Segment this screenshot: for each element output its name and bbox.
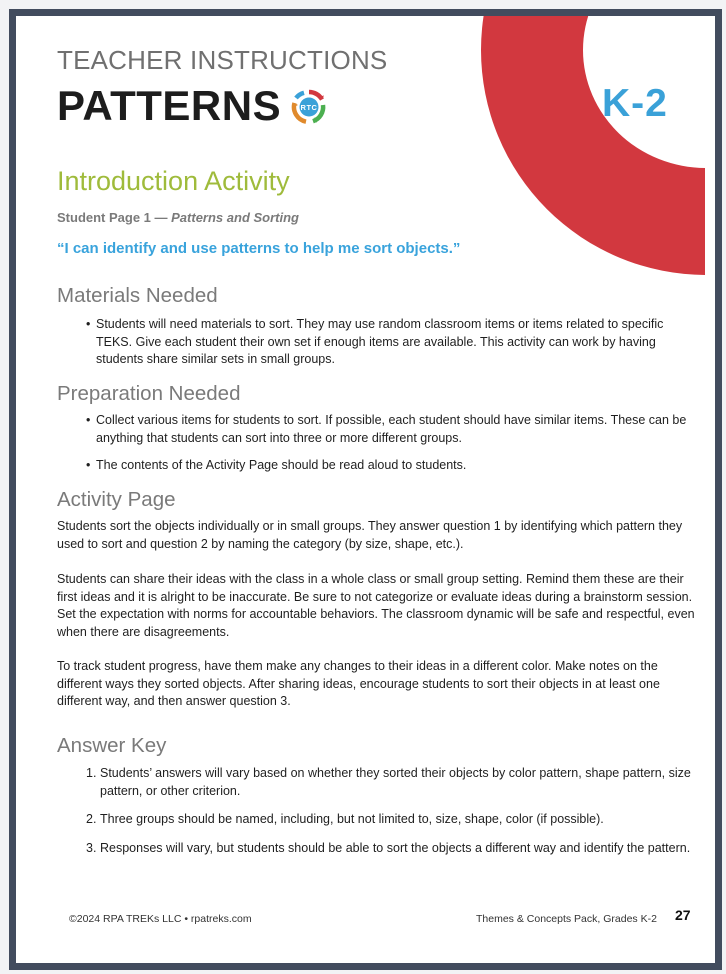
grade-level-label: K-2 bbox=[602, 82, 668, 125]
activity-paragraph: Students sort the objects individually or in small groups. They answer question 1 by identifying which pattern they used to sort and question 2 by naming the category (by size, shape, etc.). bbox=[57, 519, 683, 551]
learning-goal-quote: “I can identify and use patterns to help me sort objects.” bbox=[57, 240, 461, 257]
preparation-list bbox=[86, 412, 698, 475]
materials-list bbox=[86, 316, 698, 369]
rtc-logo-text: RTC bbox=[300, 103, 318, 112]
list-item: • Students will need materials to sort. They may use random classroom items or items related to specific TEKS. Give each student their own set if enough items are available. This activity can work by having students share similar sets in small groups. bbox=[86, 316, 698, 369]
list-item bbox=[86, 811, 698, 829]
document-kicker: TEACHER INSTRUCTIONS bbox=[57, 45, 388, 75]
materials-heading: Materials Needed bbox=[57, 284, 218, 307]
list-item-number: 1. bbox=[86, 766, 97, 780]
list-item-text: Students’ answers will vary based on whether they sorted their objects by color pattern, shape pattern, size pattern, or other criterion. bbox=[100, 766, 691, 798]
list-item-text: Responses will vary, but students should be able to sort the objects a different way and identify the pattern. bbox=[100, 840, 691, 855]
footer-copyright: ©2024 RPA TREKs LLC • rpatreks.com bbox=[69, 913, 252, 925]
preparation-heading: Preparation Needed bbox=[57, 382, 241, 405]
answer-key-heading: Answer Key bbox=[57, 734, 167, 757]
list-item bbox=[86, 765, 698, 800]
list-item bbox=[86, 840, 698, 858]
activity-paragraph: To track student progress, have them make any changes to their ideas in a different color. Make notes on the different ways they sorted objects. After sharing ideas, encourage students to sort their objects in at least one different way, and then answer question 3. bbox=[57, 659, 660, 708]
subtitle-main: Student Page 1 — bbox=[57, 210, 172, 225]
list-item-text: Three groups should be named, including, but not limited to, size, shape, color (if possible). bbox=[100, 812, 604, 826]
activity-paragraph: Students can share their ideas with the class in a whole class or small group setting. Remind them these are their first ideas and it is alright to be inaccurate. Be sure to not categorize or evaluate ideas during a brainstorm session. Set the expectation with norms for accountable behaviors. The classroom dynamic will be safe and respectful, even when there are disagreements. bbox=[57, 572, 695, 639]
list-item-number: 3. bbox=[86, 840, 97, 855]
page-number: 27 bbox=[675, 907, 691, 923]
activity-title: Introduction Activity bbox=[57, 166, 290, 196]
list-item: • The contents of the Activity Page should be read aloud to students. bbox=[86, 457, 698, 475]
answer-key-list bbox=[86, 765, 698, 868]
footer-pack-name: Themes & Concepts Pack, Grades K-2 bbox=[476, 913, 657, 925]
activity-page-heading: Activity Page bbox=[57, 488, 176, 511]
subtitle-italic: Patterns and Sorting bbox=[171, 210, 299, 225]
list-item: • Collect various items for students to sort. If possible, each student should have similar items. These can be anything that students can sort into three or more different groups. bbox=[86, 412, 698, 447]
student-page-subtitle bbox=[57, 210, 299, 225]
rtc-cycle-logo-icon bbox=[291, 89, 327, 125]
page-title-text: PATTERNS bbox=[57, 82, 282, 129]
document-page bbox=[9, 9, 722, 970]
page-title bbox=[57, 82, 327, 130]
list-item-number: 2. bbox=[86, 812, 97, 826]
